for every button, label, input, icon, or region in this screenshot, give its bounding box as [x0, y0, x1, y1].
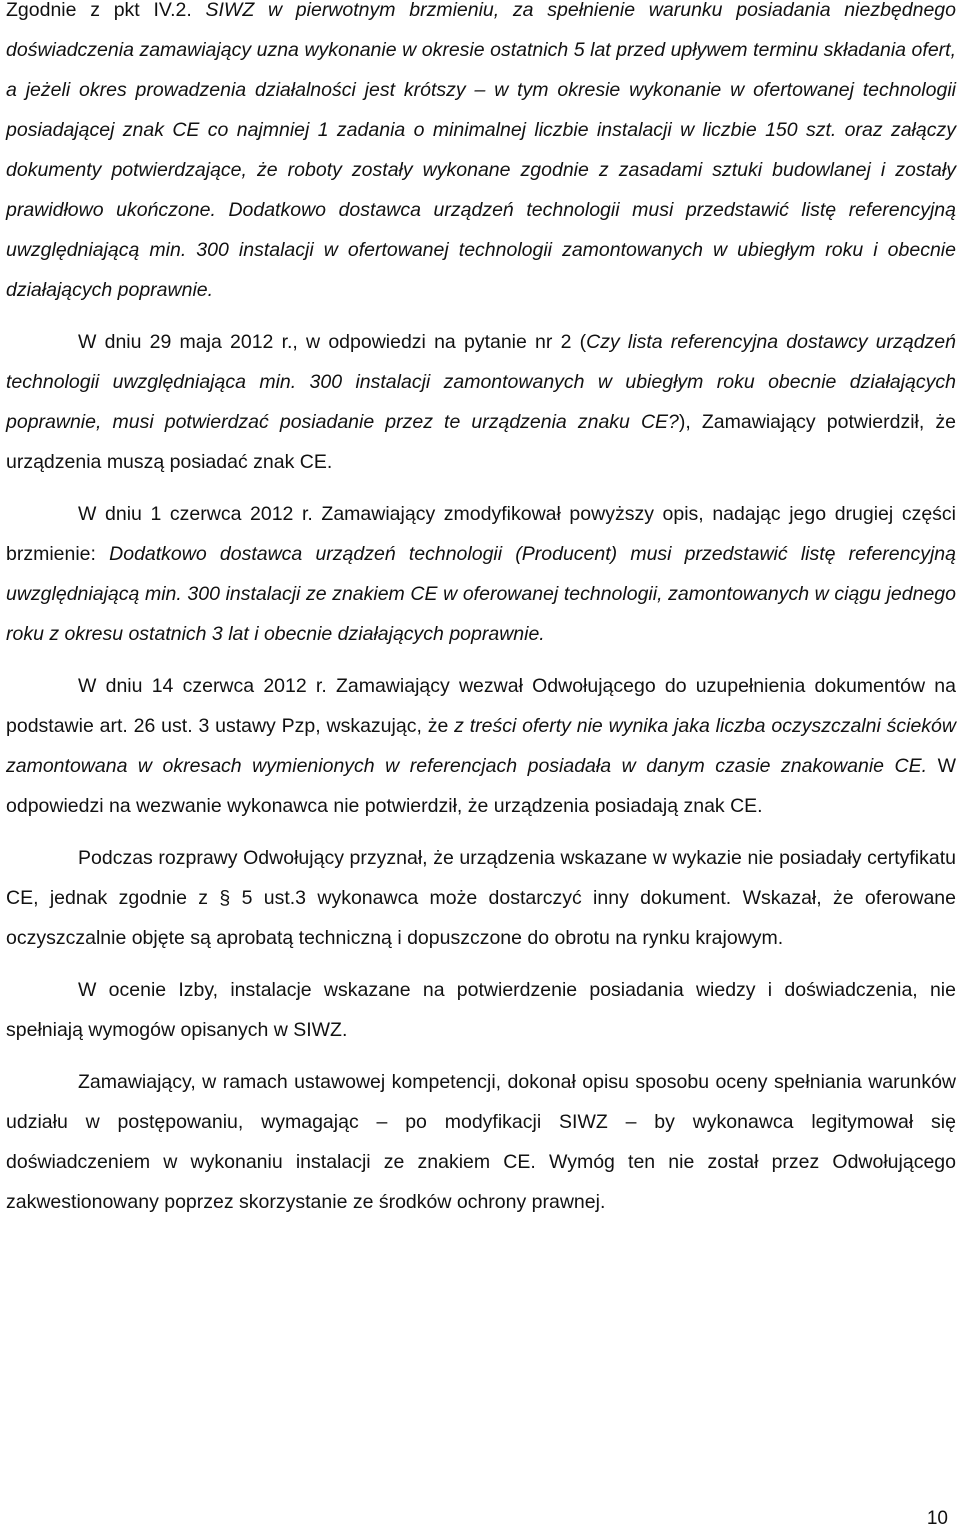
text-segment: W odpowiedzi na wezwanie wykonawca nie potwierdził, że urządzenia posiadają znak CE. — [6, 755, 956, 817]
document-paragraph — [6, 322, 956, 482]
document-paragraph — [6, 0, 956, 310]
page-number: 10 — [926, 1508, 948, 1529]
document-paragraph — [6, 494, 956, 654]
document-paragraph — [6, 1062, 956, 1222]
document-body — [6, 0, 956, 1234]
text-segment: Zgodnie z pkt IV.2. — [6, 0, 206, 21]
text-segment: Zamawiający, w ramach ustawowej kompetencji, dokonał opisu sposobu oceny spełniania warunków udziału w postępowaniu, wymagając – po modyfikacji SIWZ – by wykonawca legitymował się doświadczeniem w wykonaniu instalacji ze znakiem CE. Wymóg ten nie został przez Odwołującego zakwestionowany poprzez skorzystanie ze środków ochrony prawnej. — [6, 1071, 956, 1213]
text-segment: Podczas rozprawy Odwołujący przyznał, że urządzenia wskazane w wykazie nie posiadały certyfikatu CE, jednak zgodnie z § 5 ust.3 wykonawca może dostarczyć inny dokument. Wskazał, że oferowane oczyszczalnie objęte są aprobatą techniczną i dopuszczone do obrotu na rynku krajowym. — [6, 847, 956, 949]
text-segment: W dniu 1 czerwca 2012 r. Zamawiający zmodyfikował powyższy opis, nadając jego drugiej części brzmienie: — [6, 503, 956, 565]
quoted-text-segment: Dodatkowo dostawca urządzeń technologii (Producent) musi przedstawić listę referencyjną uwzględniającą min. 300 instalacji ze znakiem CE w oferowanej technologii, zamontowanych w ciągu jednego roku z okresu ostatnich 3 lat i obecnie działających poprawnie. — [6, 543, 956, 645]
text-segment: W ocenie Izby, instalacje wskazane na potwierdzenie posiadania wiedzy i doświadczenia, nie spełniają wymogów opisanych w SIWZ. — [6, 979, 956, 1041]
text-segment: W dniu 14 czerwca 2012 r. Zamawiający wezwał Odwołującego do uzupełnienia dokumentów na podstawie art. 26 ust. 3 ustawy Pzp, wskazując, że — [6, 675, 956, 737]
document-paragraph — [6, 666, 956, 826]
quoted-text-segment: z treści oferty nie wynika jaka liczba oczyszczalni ścieków zamontowana w okresach wymienionych w referencjach posiadała w danym czasie znakowanie CE. — [6, 715, 956, 777]
quoted-text-segment: SIWZ w pierwotnym brzmieniu, za spełnienie warunku posiadania niezbędnego doświadczenia zamawiający uzna wykonanie w okresie ostatnich 5 lat przed upływem terminu składania ofert, a jeżeli okres prowadzenia działalności jest krótszy – w tym okresie wykonanie w ofertowanej technologii posiadającej znak CE co najmniej 1 zadania o minimalnej liczbie instalacji w liczbie 150 szt. oraz załączy dokumenty potwierdzające, że roboty zostały wykonane zgodnie z zasadami sztuki budowlanej i zostały prawidłowo ukończone. Dodatkowo dostawca urządzeń technologii musi przedstawić listę referencyjną uwzględniającą min. 300 instalacji w ofertowanej technologii zamontowanych w ubiegłym roku i obecnie działających poprawnie. — [6, 0, 956, 301]
document-paragraph — [6, 838, 956, 958]
text-segment: W dniu 29 maja 2012 r., w odpowiedzi na pytanie nr 2 ( — [78, 331, 587, 353]
document-paragraph — [6, 970, 956, 1050]
quoted-text-segment: Czy lista referencyjna dostawcy urządzeń technologii uwzględniająca min. 300 instalacji zamontowanych w ubiegłym roku obecnie działających poprawnie, musi potwierdzać posiadanie przez te urządzenia znaku CE? — [6, 331, 956, 433]
text-segment: ), Zamawiający potwierdził, że urządzenia muszą posiadać znak CE. — [6, 411, 956, 473]
